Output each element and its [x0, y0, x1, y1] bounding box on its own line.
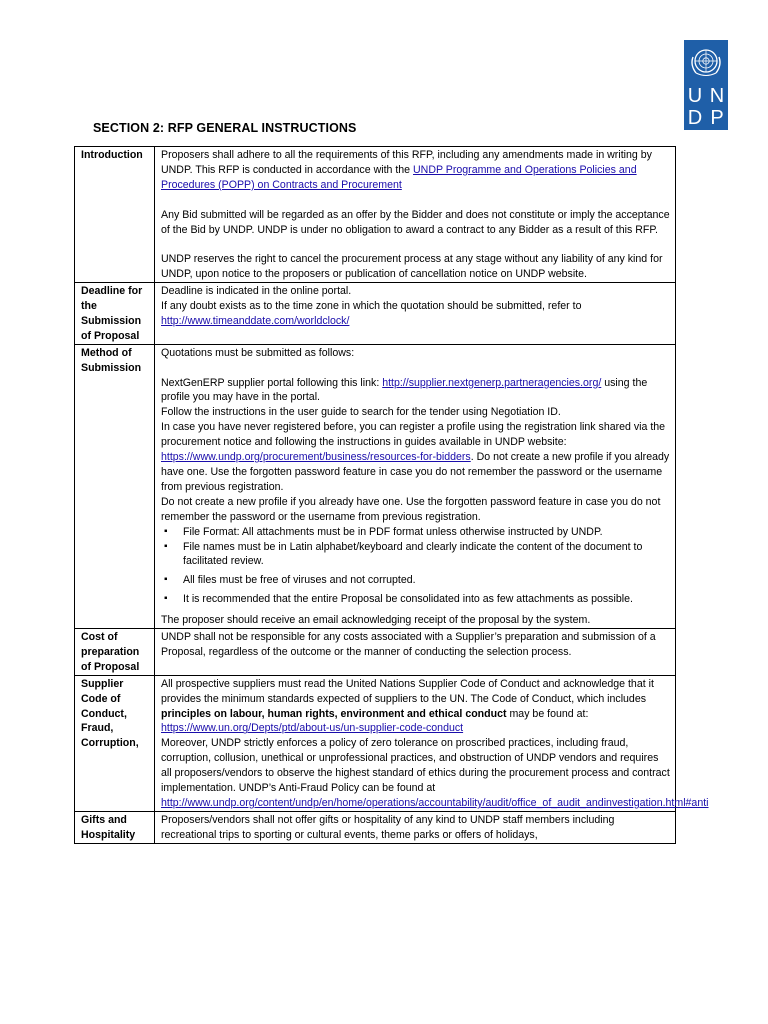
list-item: ▪ File names must be in Latin alphabet/keyboard and clearly indicate the content of the document to facilitated review. [183, 540, 670, 570]
resources-for-bidders-link[interactable]: https://www.undp.org/procurement/business/resources-for-bidders [161, 451, 471, 464]
row-deadline [75, 283, 676, 345]
method-register-text-2: . Do not create a new profile if you already have one. Use the forgotten password feature in case you do not remember the password or the username from previous registration. [161, 451, 670, 493]
method-line-1: Quotations must be submitted as follows: [161, 346, 355, 359]
content-conduct [155, 675, 709, 811]
method-line-5: Do not create a new profile if you already have one. Use the forgotten password feature in case you do not remember the password or the username from previous registration. [161, 495, 661, 523]
method-portal-text-2: using the profile you may have in the portal. [161, 376, 648, 404]
list-item: ▪ File Format: All attachments must be in PDF format unless otherwise instructed by UNDP. [183, 525, 670, 540]
conduct-text-2: may be found at: [506, 707, 589, 720]
nextgenerp-link[interactable]: http://supplier.nextgenerp.partneragencies.org/ [382, 376, 602, 389]
method-portal-text: NextGenERP supplier portal following this link: [161, 376, 383, 389]
undp-logo [684, 40, 728, 130]
label-cost: Cost of preparation of Proposal [75, 629, 155, 676]
label-gifts: Gifts and Hospitality [75, 811, 155, 843]
list-item: ▪ It is recommended that the entire Proposal be consolidated into as few attachments as possible. [183, 592, 670, 607]
file-requirements-list [161, 525, 670, 608]
deadline-line-1: Deadline is indicated in the online portal. [161, 285, 352, 298]
rfp-instructions-table [74, 146, 709, 844]
anti-fraud-link[interactable]: http://www.undp.org/content/undp/en/home/operations/accountability/audit/office_of_audit_andinvestigation.html#anti [161, 797, 709, 810]
popp-link[interactable]: UNDP Programme and Operations Policies and Procedures (POPP) on Contracts and Procurement [161, 163, 637, 191]
logo-letter-u: U [687, 85, 703, 107]
conduct-fraud-paragraph: Moreover, UNDP strictly enforces a policy of zero tolerance on proscribed practices, including fraud, corruption, collusion, unethical or unprofessional practices, and obstruction of UNDP vendors and requires all proposers/vendors to observe the highest standard of ethics during the procurement process and contract implementation. UNDP’s Anti-Fraud Policy can be found at [161, 737, 670, 795]
content-introduction [155, 147, 676, 283]
method-register-paragraph [161, 420, 670, 495]
row-method [75, 344, 676, 628]
content-cost: UNDP shall not be responsible for any costs associated with a Supplier’s preparation and submission of a Proposal, regardless of the outcome or the manner of conducting the selection process. [155, 629, 676, 676]
logo-letter-p: P [710, 107, 724, 129]
supplier-code-link[interactable]: https://www.un.org/Depts/ptd/about-us/un-supplier-code-conduct [161, 722, 464, 735]
row-introduction [75, 147, 676, 283]
content-gifts: Proposers/vendors shall not offer gifts or hospitality of any kind to UNDP staff members including recreational trips to sporting or cultural events, theme parks or offers of holidays, [155, 811, 676, 843]
conduct-paragraph [161, 677, 670, 737]
un-emblem-icon [687, 43, 725, 81]
label-deadline: Deadline for the Submission of Proposal [75, 283, 155, 345]
row-conduct [75, 675, 676, 811]
worldclock-link[interactable]: http://www.timeanddate.com/worldclock/ [161, 314, 350, 327]
row-gifts [75, 811, 676, 843]
logo-letter-d: D [687, 107, 703, 129]
label-conduct: Supplier Code of Conduct, Fraud, Corruption, [75, 675, 155, 811]
conduct-text-1: All prospective suppliers must read the United Nations Supplier Code of Conduct and acknowledge that it provides the minimum standards expected of suppliers to the UN. The Code of Conduct, which includes [161, 677, 654, 705]
method-register-text: In case you have never registered before, you can register a profile using the registration link shared via the procurement notice and following the instructions in guides available in UNDP website: [161, 421, 666, 449]
deadline-line-2: If any doubt exists as to the time zone in which the quotation should be submitted, refer to [161, 300, 582, 313]
intro-paragraph-3: UNDP reserves the right to cancel the procurement process at any stage without any liability of any kind for UNDP, upon notice to the proposers or publication of cancellation notice on UNDP website. [161, 253, 663, 281]
content-deadline [155, 283, 676, 345]
intro-paragraph-2: Any Bid submitted will be regarded as an offer by the Bidder and does not constitute or imply the acceptance of the Bid by UNDP. UNDP is under no obligation to award a contract to any Bidder as a result of this RFP. [161, 208, 670, 236]
label-introduction: Introduction [75, 147, 155, 283]
logo-letter-n: N [709, 85, 725, 107]
content-method [155, 344, 676, 628]
row-cost [75, 629, 676, 676]
intro-text-1: Proposers shall adhere to all the requirements of this RFP, including any amendments made in writing by UNDP. This RFP is conducted in accordance with the [161, 149, 652, 176]
list-item: ▪ All files must be free of viruses and not corrupted. [183, 573, 670, 588]
label-method: Method of Submission [75, 344, 155, 628]
intro-paragraph-1 [161, 148, 670, 193]
method-line-6: The proposer should receive an email acknowledging receipt of the proposal by the system. [161, 614, 591, 627]
method-portal-paragraph [161, 376, 670, 406]
method-line-3: Follow the instructions in the user guide to search for the tender using Negotiation ID. [161, 406, 561, 419]
conduct-bold-text: principles on labour, human rights, environment and ethical conduct [161, 707, 507, 720]
section-title: SECTION 2: RFP GENERAL INSTRUCTIONS [93, 121, 357, 135]
